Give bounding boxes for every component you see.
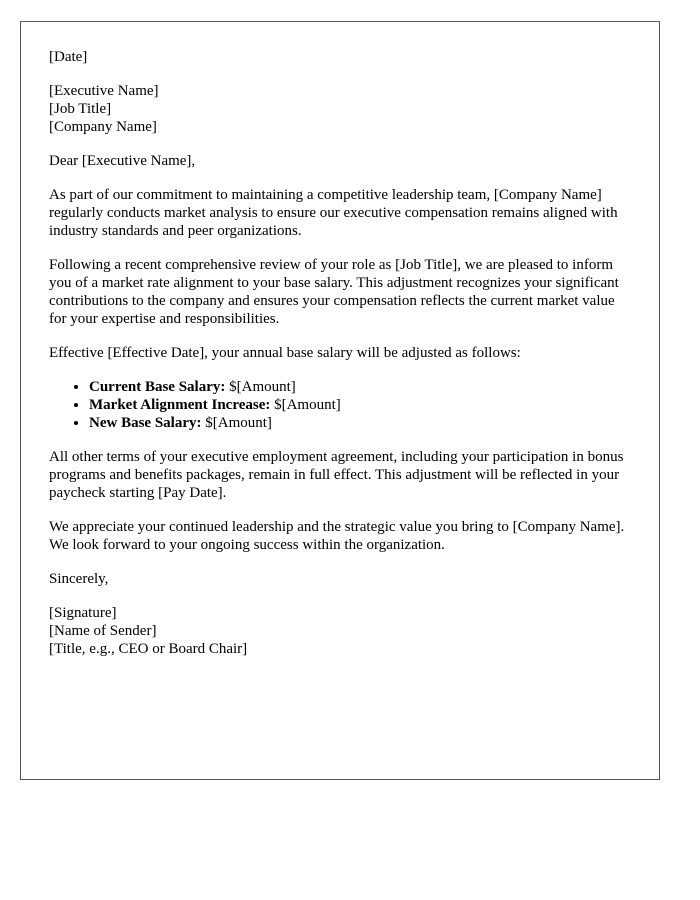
paragraph-effective: Effective [Effective Date], your annual base salary will be adjusted as follows: — [49, 345, 521, 361]
recipient-name: [Executive Name] — [49, 83, 159, 99]
signature: [Signature] — [49, 605, 117, 621]
recipient-title: [Job Title] — [49, 101, 112, 117]
salary-item-value: $[Amount] — [225, 379, 296, 395]
paragraph-appreciation: We appreciate your continued leadership and the strategic value you bring to [Company Name]. We look forward to your ongoing success within the organization. — [49, 519, 625, 553]
paragraph-review: Following a recent comprehensive review of your role as [Job Title], we are pleased to inform you of a market rate alignment to your base salary. This adjustment recognizes your significant contributions to the company and ensures your compensation reflects the current market value for your expertise and responsibilities. — [49, 257, 619, 327]
recipient-address — [49, 82, 631, 136]
letter-page — [20, 21, 660, 780]
letter-date: [Date] — [49, 49, 88, 65]
salary-item-label: Current Base Salary: — [89, 379, 226, 395]
salary-item-value: $[Amount] — [201, 415, 272, 431]
closing: Sincerely, — [49, 571, 109, 587]
sender-title: [Title, e.g., CEO or Board Chair] — [49, 641, 248, 657]
list-item — [89, 396, 631, 414]
paragraph-intro: As part of our commitment to maintaining a competitive leadership team, [Company Name] regularly conducts market analysis to ensure our executive compensation remains aligned with industry standards and peer organizations. — [49, 187, 618, 239]
signature-block — [49, 604, 631, 658]
paragraph-terms: All other terms of your executive employment agreement, including your participation in bonus programs and benefits packages, remain in full effect. This adjustment will be reflected in your paycheck starting [Pay Date]. — [49, 449, 624, 501]
salutation: Dear [Executive Name], — [49, 153, 196, 169]
recipient-company: [Company Name] — [49, 119, 157, 135]
salary-item-value: $[Amount] — [270, 397, 341, 413]
salary-list — [49, 378, 631, 432]
salary-item-label: Market Alignment Increase: — [89, 397, 271, 413]
salary-item-label: New Base Salary: — [89, 415, 202, 431]
sender-name: [Name of Sender] — [49, 623, 157, 639]
list-item — [89, 414, 631, 432]
list-item — [89, 378, 631, 396]
